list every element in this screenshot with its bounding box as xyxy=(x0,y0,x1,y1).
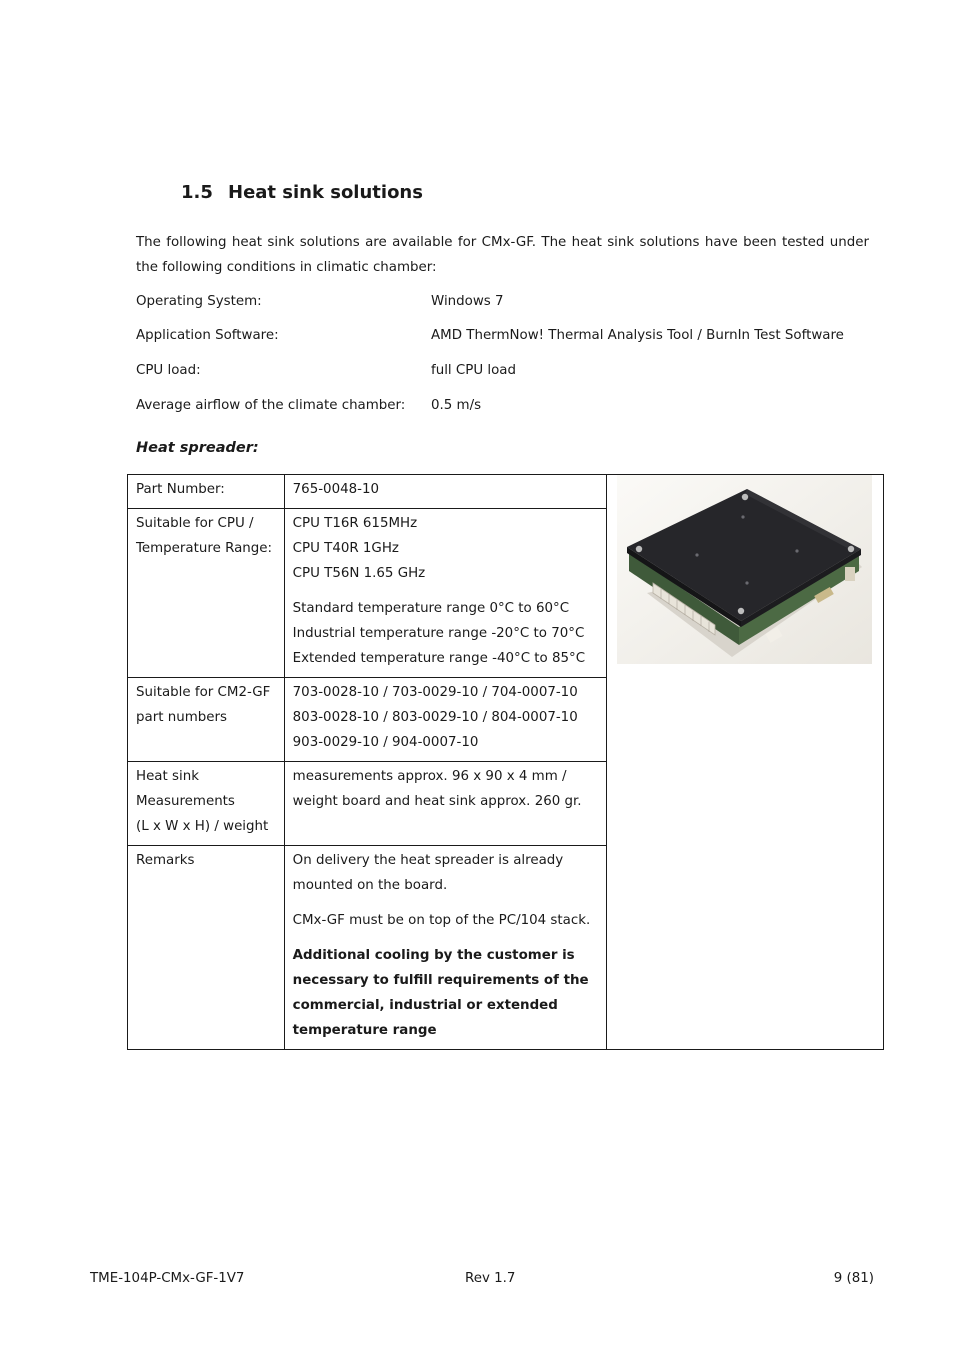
part-number-line: 903-0029-10 / 904-0007-10 xyxy=(292,735,479,750)
cell-value: 765-0048-10 xyxy=(284,475,606,509)
cell-label: Remarks xyxy=(128,846,285,1050)
condition-row xyxy=(136,361,516,381)
remark-line: necessary to fulfill requirements of the xyxy=(292,973,589,988)
label-line: Suitable for CM2-GF xyxy=(136,685,271,700)
section-number: 1.5 xyxy=(181,182,213,203)
remark-line: commercial, industrial or extended xyxy=(292,998,558,1013)
condition-row xyxy=(136,326,844,346)
remark-warning xyxy=(293,943,598,1043)
label-line: Measurements xyxy=(136,794,235,809)
board-image xyxy=(617,475,872,664)
condition-value: 0.5 m/s xyxy=(431,398,482,413)
remark-paragraph: CMx-GF must be on top of the PC/104 stack. xyxy=(292,913,591,928)
label-line: Temperature Range: xyxy=(136,541,273,556)
part-number-line: 703-0028-10 / 703-0029-10 / 704-0007-10 xyxy=(292,685,578,700)
remark-line: On delivery the heat spreader is already xyxy=(292,853,564,868)
cell-label xyxy=(128,762,285,846)
section-heading xyxy=(181,182,423,203)
measurement-line: measurements approx. 96 x 90 x 4 mm / xyxy=(292,769,567,784)
temperature-range-list xyxy=(293,596,598,671)
condition-label: Average airflow of the climate chamber: xyxy=(136,398,406,413)
section-title: Heat sink solutions xyxy=(228,182,423,203)
range-item: Industrial temperature range -20°C to 70°C xyxy=(292,626,585,641)
table-row xyxy=(128,475,884,509)
footer-doc-id: TME-104P-CMx-GF-1V7 xyxy=(90,1271,245,1286)
label-line: (L x W x H) / weight xyxy=(136,819,269,834)
label-line: part numbers xyxy=(136,710,227,725)
condition-value: Windows 7 xyxy=(431,294,504,309)
remark-paragraph xyxy=(293,848,598,898)
condition-row xyxy=(136,292,504,312)
condition-value: full CPU load xyxy=(431,363,516,378)
cell-value xyxy=(284,762,606,846)
cpu-item: CPU T56N 1.65 GHz xyxy=(292,566,426,581)
intro-paragraph: The following heat sink solutions are available for CMx-GF. The heat sink solutions have been tested under the following conditions in climatic chamber: xyxy=(136,235,869,275)
label-line: Heat sink xyxy=(136,769,199,784)
remark-line: mounted on the board. xyxy=(292,878,448,893)
cell-label xyxy=(128,678,285,762)
heat-spreader-photo xyxy=(617,475,872,664)
condition-value: AMD ThermNow! Thermal Analysis Tool / BurnIn Test Software xyxy=(431,328,844,343)
part-number-line: 803-0028-10 / 803-0029-10 / 804-0007-10 xyxy=(292,710,578,725)
cell-value xyxy=(284,678,606,762)
photo-cell xyxy=(607,475,884,1050)
condition-label: Operating System: xyxy=(136,294,262,309)
range-item: Standard temperature range 0°C to 60°C xyxy=(292,601,570,616)
cpu-item: CPU T16R 615MHz xyxy=(292,516,418,531)
condition-label: Application Software: xyxy=(136,328,279,343)
condition-row xyxy=(136,396,482,416)
label-line: Suitable for CPU / xyxy=(136,516,254,531)
remark-line: temperature range xyxy=(292,1023,437,1038)
cell-label xyxy=(128,509,285,678)
subheading-heat-spreader: Heat spreader: xyxy=(136,440,259,456)
heat-spreader-table xyxy=(127,474,884,1050)
footer-revision: Rev 1.7 xyxy=(465,1271,516,1286)
cpu-list xyxy=(293,511,598,586)
cell-value xyxy=(284,846,606,1050)
footer-page-number: 9 (81) xyxy=(833,1271,874,1286)
remark-line: Additional cooling by the customer is xyxy=(292,948,575,963)
measurement-line: weight board and heat sink approx. 260 gr. xyxy=(292,794,582,809)
cell-value xyxy=(284,509,606,678)
condition-label: CPU load: xyxy=(136,363,201,378)
cell-label: Part Number: xyxy=(128,475,285,509)
range-item: Extended temperature range -40°C to 85°C xyxy=(292,651,586,666)
cpu-item: CPU T40R 1GHz xyxy=(292,541,399,556)
